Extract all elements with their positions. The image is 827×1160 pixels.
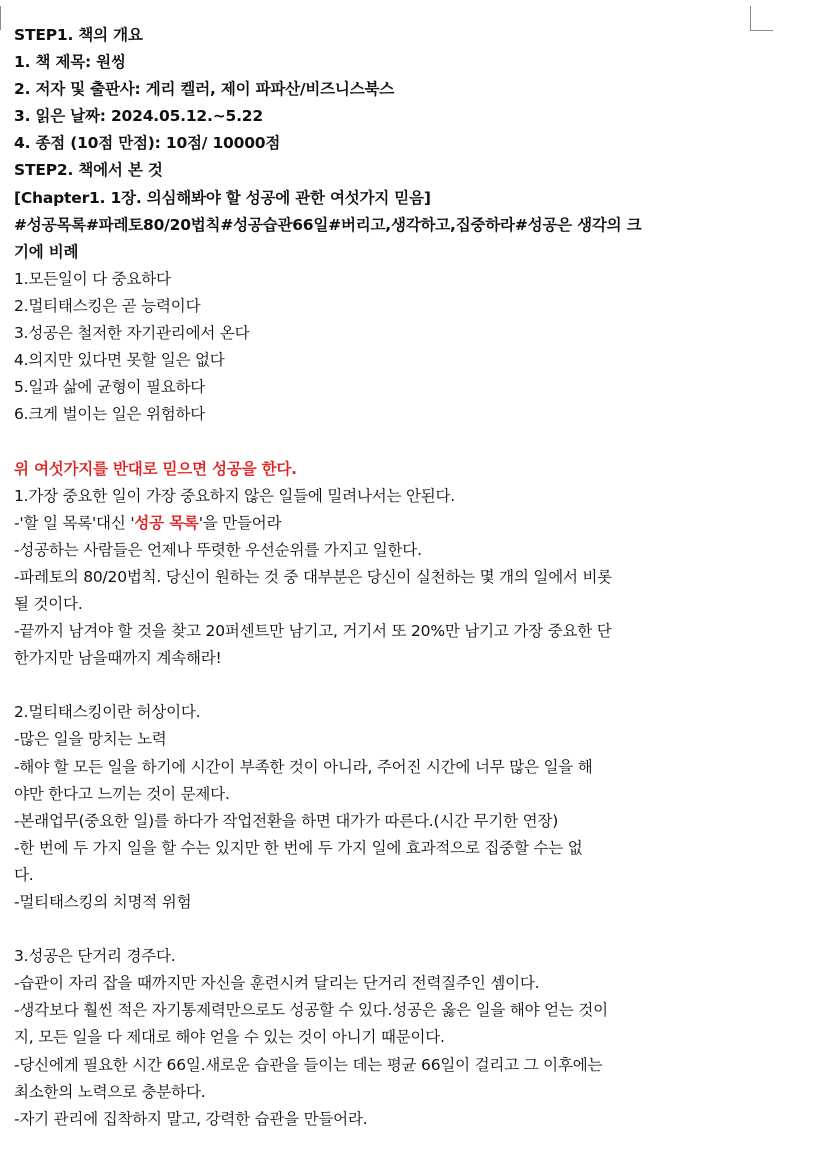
hashtags-line: #성공목록#파레토80/20법칙#성공습관66일#버리고,생각하고,집중하라#성공은 생각의 크: [14, 215, 642, 234]
list-item: 4.의지만 있다면 못할 일은 없다: [14, 351, 225, 370]
section2-title: 2.멀티태스킹이란 허상이다.: [14, 703, 201, 722]
book-title-line: 1. 책 제목: 원씽: [14, 53, 126, 72]
text-line: 한가지만 남을때까지 계속해라!: [14, 649, 222, 668]
text-line: -끝까지 남겨야 할 것을 찾고 20퍼센트만 남기고, 거기서 또 20%만 남기고 가장 중요한 단: [14, 622, 612, 641]
text-line: -멀티태스킹의 치명적 위험: [14, 893, 192, 911]
rating-line: 4. 종점 (10점 만점): 10점/ 10000점: [14, 134, 281, 153]
list-item: 3.성공은 철저한 자기관리에서 온다: [14, 324, 250, 343]
section3-title: 3.성공은 단거리 경주다.: [14, 947, 176, 966]
read-date-line: 3. 읽은 날짜: 2024.05.12.~5.22: [14, 107, 263, 126]
list-item: 6.크게 벌이는 일은 위험하다: [14, 405, 206, 424]
hashtags-line-cont: 기에 비례: [14, 242, 79, 261]
blank-line: [14, 672, 754, 699]
chapter-heading: [Chapter1. 1장. 의심해봐야 할 성공에 관한 여섯가지 믿음]: [14, 188, 431, 207]
list-item: 1.모든일이 다 중요하다: [14, 269, 171, 288]
text-line: -해야 할 모든 일을 하기에 시간이 부족한 것이 아니라, 주어진 시간에 너무 많은 일을 해: [14, 757, 593, 776]
text-line: -습관이 자리 잡을 때까지만 자신을 훈련시켜 달리는 단거리 전력질주인 셈이다.: [14, 974, 540, 993]
step1-heading: STEP1. 책의 개요: [14, 26, 143, 44]
text-line: -파레토의 80/20법칙. 당신이 원하는 것 중 대부분은 당신이 실천하는 몇 개의 일에서 비롯: [14, 567, 613, 586]
step2-heading: STEP2. 책에서 본 것: [14, 161, 163, 180]
text-segment: '을 만들어라: [198, 513, 282, 532]
list-item: 5.일과 삶에 균형이 필요하다: [14, 378, 206, 397]
list-item: 2.멀티태스킹은 곧 능력이다: [14, 296, 201, 315]
author-publisher-line: 2. 저자 및 출판사: 게리 켈러, 제이 파파산/비즈니스북스: [14, 80, 395, 99]
page-corner-mark-left: [0, 6, 1, 30]
highlight-phrase: 성공 목록: [134, 513, 199, 532]
text-line: -생각보다 훨씬 적은 자기통제력만으로도 성공할 수 있다.성공은 옳은 일을 해야 얻는 것이: [14, 1001, 608, 1020]
text-line: [14, 510, 754, 537]
text-line: 될 것이다.: [14, 594, 83, 613]
text-line: -많은 일을 망치는 노력: [14, 730, 167, 749]
text-line: -한 번에 두 가지 일을 할 수는 있지만 한 번에 두 가지 일에 효과적으로 집중할 수는 없: [14, 838, 583, 857]
document-body: [14, 22, 754, 1133]
text-line: -본래업무(중요한 일)를 하다가 작업전환을 하면 대가가 따른다.(시간 무기한 연장): [14, 811, 559, 830]
blank-line: [14, 916, 754, 943]
section1-title: 1.가장 중요한 일이 가장 중요하지 않은 일들에 밀려나서는 안된다.: [14, 486, 456, 505]
text-line: 지, 모든 일을 다 제대로 해야 얻을 수 있는 것이 아니기 때문이다.: [14, 1028, 445, 1047]
highlight-heading: 위 여섯가지를 반대로 믿으면 성공을 한다.: [14, 459, 297, 478]
text-line: 다.: [14, 865, 34, 884]
text-line: 야만 한다고 느끼는 것이 문제다.: [14, 784, 230, 803]
text-line: -당신에게 필요한 시간 66일.새로운 습관을 들이는 데는 평균 66일이 걸리고 그 이후에는: [14, 1055, 603, 1074]
blank-line: [14, 428, 754, 455]
text-line: -자기 관리에 집착하지 말고, 강력한 습관을 만들어라.: [14, 1109, 368, 1128]
text-segment: -'할 일 목록'대신 ': [14, 513, 135, 532]
text-line: 최소한의 노력으로 충분하다.: [14, 1082, 206, 1101]
text-line: -성공하는 사람들은 언제나 뚜렷한 우선순위를 가지고 일한다.: [14, 540, 422, 559]
